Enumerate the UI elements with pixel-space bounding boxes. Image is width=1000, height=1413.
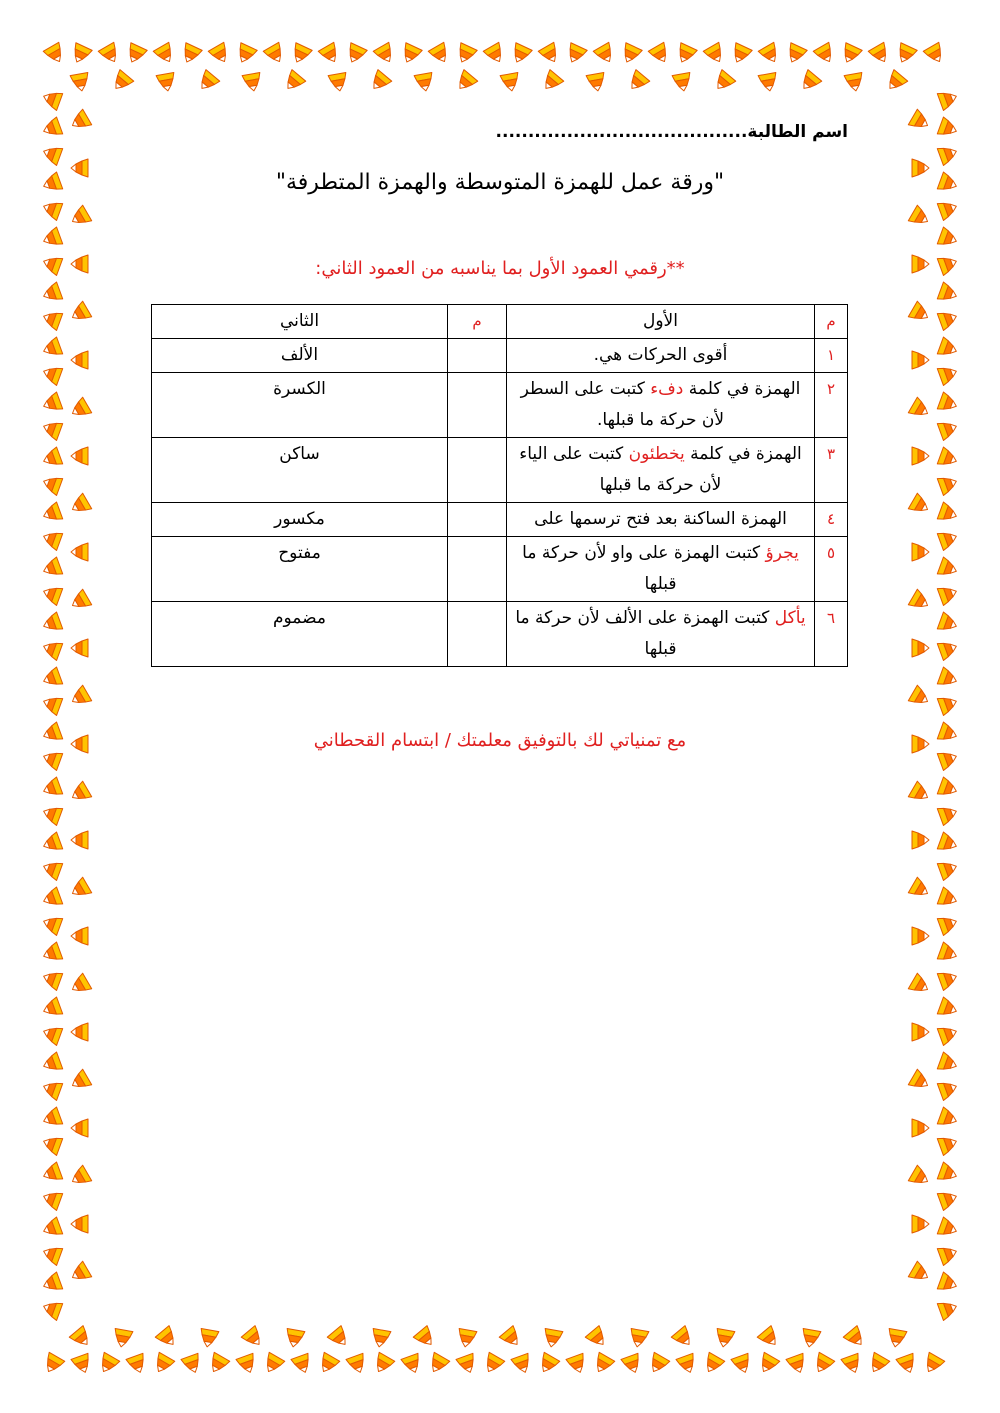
header-first-column: الأول [507, 305, 815, 339]
highlighted-word: يخطئون [628, 444, 685, 464]
table-row [152, 373, 848, 438]
second-column-cell: مفتوح [152, 537, 448, 602]
header-num-second: م [448, 305, 507, 339]
row-number: ٢ [815, 373, 848, 438]
second-column-cell: ساكن [152, 438, 448, 503]
statement-text: كتبت على الياء لأن حركة ما قبلها [519, 444, 722, 495]
first-column-cell [507, 503, 815, 537]
row-number: ٤ [815, 503, 848, 537]
answer-cell[interactable] [448, 602, 507, 667]
statement-text: كتبت الهمزة على الألف لأن حركة ما قبلها [515, 608, 775, 659]
table-row [152, 602, 848, 667]
second-column-cell: مكسور [152, 503, 448, 537]
table-row [152, 503, 848, 537]
row-number: ٦ [815, 602, 848, 667]
second-column-cell: الكسرة [152, 373, 448, 438]
worksheet-title: "ورقة عمل للهمزة المتوسطة والهمزة المتطرفة" [275, 170, 725, 195]
table-row [152, 537, 848, 602]
statement-text: أقوى الحركات هي. [593, 345, 728, 365]
answer-cell[interactable] [448, 339, 507, 373]
answer-cell[interactable] [448, 438, 507, 503]
answer-cell[interactable] [448, 503, 507, 537]
first-column-cell [507, 373, 815, 438]
statement-text: الهمزة الساكنة بعد فتح ترسمها على [534, 509, 787, 529]
table-header-row [152, 305, 848, 339]
instruction-text: **رقمي العمود الأول بما يناسبه من العمود الثاني: [315, 258, 685, 279]
row-number: ٥ [815, 537, 848, 602]
second-column-cell: الألف [152, 339, 448, 373]
answer-cell[interactable] [448, 537, 507, 602]
highlighted-word: دفء [650, 379, 684, 399]
closing-signature: مع تمنياتي لك بالتوفيق معلمتك / ابتسام القحطاني [313, 730, 687, 751]
header-second-column: الثاني [152, 305, 448, 339]
matching-table [151, 304, 848, 667]
statement-text: كتبت على السطر لأن حركة ما قبلها. [520, 379, 725, 430]
row-number: ٣ [815, 438, 848, 503]
answer-cell[interactable] [448, 373, 507, 438]
row-number: ١ [815, 339, 848, 373]
table-row [152, 339, 848, 373]
table-row [152, 438, 848, 503]
second-column-cell: مضموم [152, 602, 448, 667]
first-column-cell [507, 339, 815, 373]
first-column-cell [507, 438, 815, 503]
highlighted-word: يجرؤ [765, 543, 799, 563]
first-column-cell [507, 537, 815, 602]
first-column-cell [507, 602, 815, 667]
statement-text: كتبت الهمزة على واو لأن حركة ما قبلها [522, 543, 766, 594]
highlighted-word: يأكل [774, 608, 806, 628]
statement-text: الهمزة في كلمة [684, 444, 802, 464]
header-num-first: م [815, 305, 848, 339]
statement-text: الهمزة في كلمة [683, 379, 801, 399]
student-name-field[interactable]: اسم الطالبة....................................... [495, 122, 848, 142]
